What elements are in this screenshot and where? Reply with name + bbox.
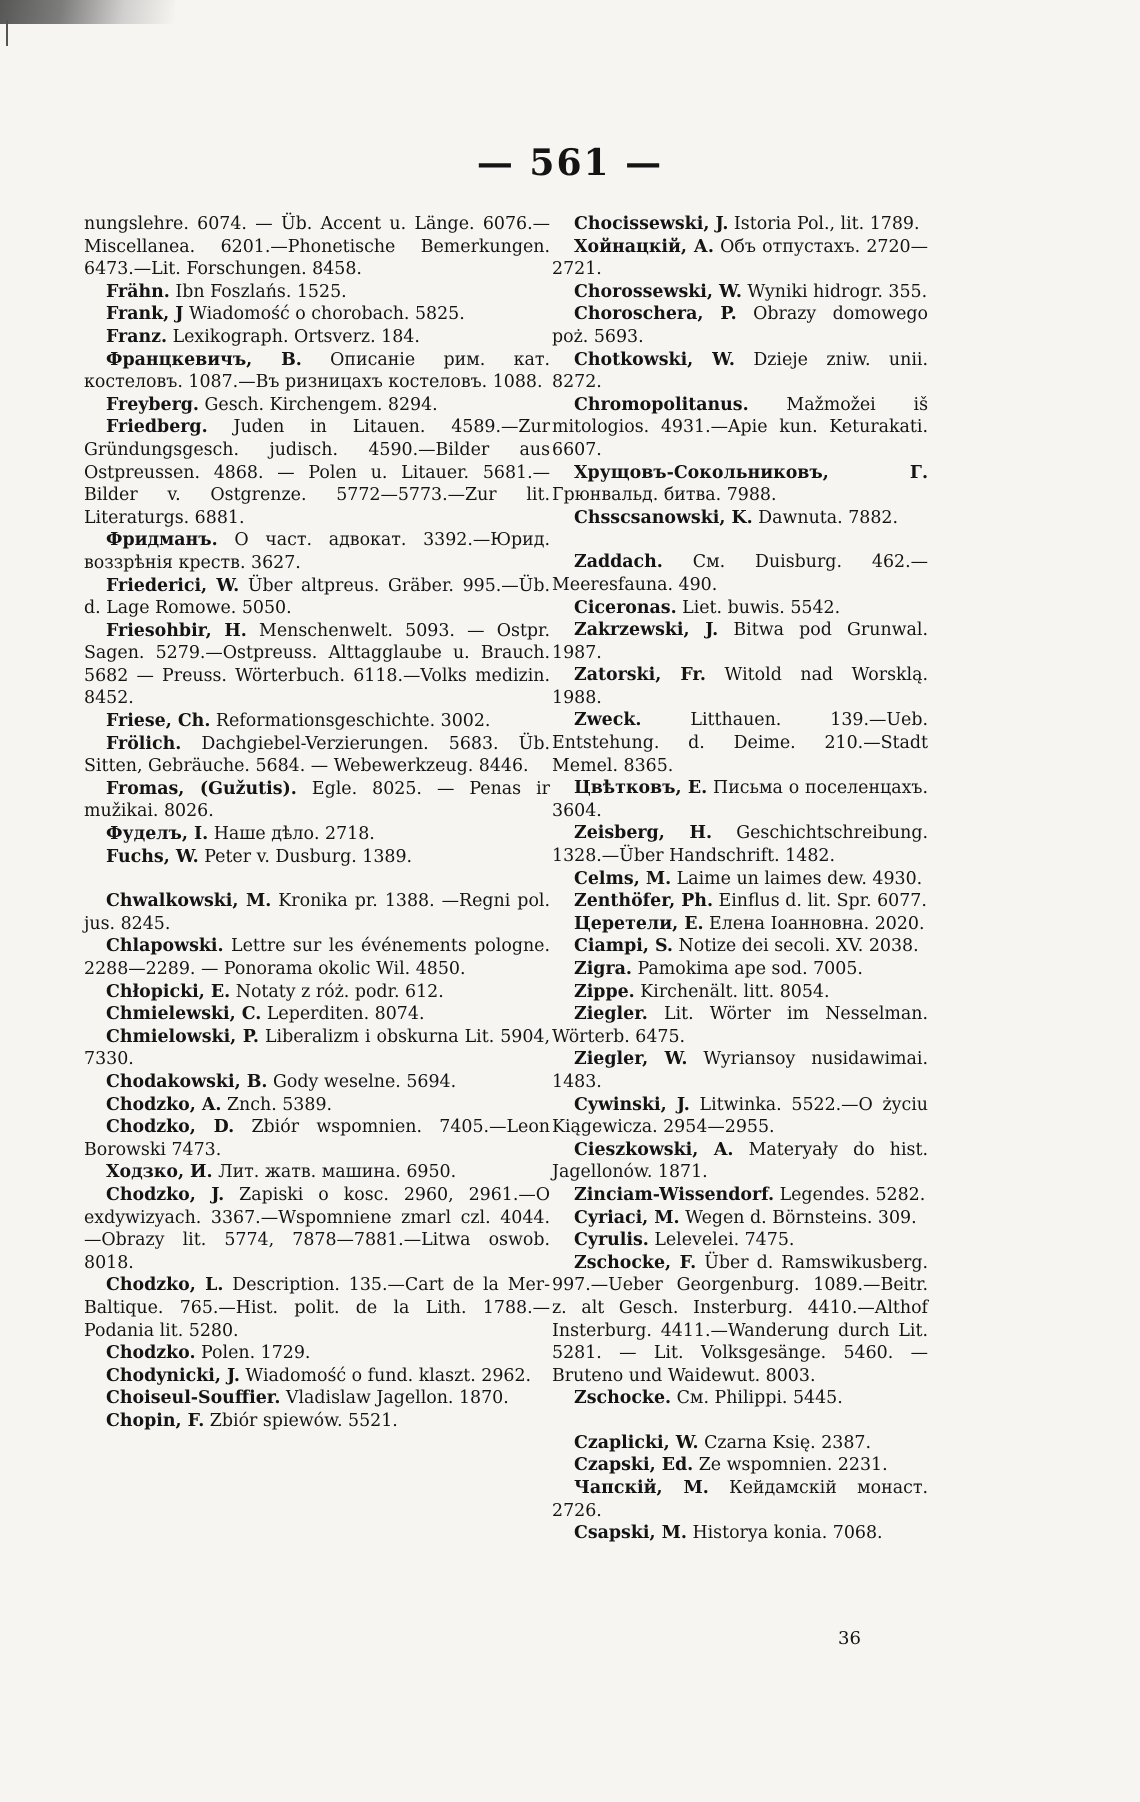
entry-text: Historya konia. 7068. bbox=[686, 1523, 883, 1544]
index-entry bbox=[552, 1048, 928, 1093]
author-name: Chromopolitanus. bbox=[574, 394, 749, 415]
entry-text: Über altpreus. Gräber. 995.—Üb. d. Lage Romowe. 5050. bbox=[84, 575, 550, 619]
entry-text: Bitwa pod Grunwal. 1987. bbox=[552, 620, 928, 663]
author-name: Францкевичъ, В. bbox=[106, 349, 302, 370]
author-name: Celms, M. bbox=[574, 868, 672, 889]
index-entry bbox=[552, 303, 928, 348]
author-name: Хойнацкій, А. bbox=[574, 236, 714, 257]
entry-text: Wiadomość o fund. klaszt. 2962. bbox=[239, 1365, 532, 1386]
author-name: Chodzko, A. bbox=[106, 1094, 222, 1115]
author-name: Chodynicki, J. bbox=[106, 1365, 240, 1386]
entry-text: Dawnuta. 7882. bbox=[752, 507, 898, 528]
index-entry bbox=[552, 597, 928, 620]
entry-text: Znch. 5389. bbox=[221, 1094, 333, 1115]
author-name: Ходзко, И. bbox=[106, 1162, 213, 1183]
entry-text: Ibn Foszlańs. 1525. bbox=[169, 281, 347, 302]
entry-text: Грюнвальд. битва. 7988. bbox=[552, 485, 777, 506]
right-column bbox=[552, 213, 928, 1545]
author-name: Chłopicki, E. bbox=[106, 981, 231, 1002]
index-entry bbox=[552, 1207, 928, 1230]
index-entry bbox=[84, 981, 550, 1004]
author-name: Friederici, W. bbox=[106, 575, 240, 596]
index-entry bbox=[84, 1161, 550, 1184]
entry-text: Czarna Księ. 2387. bbox=[698, 1432, 871, 1453]
author-name: Ziegler. bbox=[574, 1004, 648, 1025]
author-name: Chodakowski, B. bbox=[106, 1071, 268, 1092]
author-name: Chsscsanowski, K. bbox=[574, 507, 753, 528]
sheet-signature: 36 bbox=[838, 1628, 861, 1649]
entry-text: Geschichtschreibung. 1328.—Über Handschrift. 1482. bbox=[552, 823, 928, 867]
entry-text: Елена Іоанновна. 2020. bbox=[703, 913, 925, 934]
index-entry bbox=[552, 1003, 928, 1048]
index-entry bbox=[84, 1003, 550, 1026]
entry-text: Ze wspomnien. 2231. bbox=[693, 1455, 888, 1476]
index-entry bbox=[552, 236, 928, 281]
author-name: Friedberg. bbox=[106, 417, 208, 438]
index-entry bbox=[552, 213, 928, 236]
author-name: Fuchs, W. bbox=[106, 846, 199, 867]
entry-text: Wegen d. Börnsteins. 309. bbox=[679, 1207, 917, 1228]
group-gap bbox=[84, 868, 550, 890]
entry-text: Description. 135.—Cart de la Mer-Baltique. 765.—Hist. polit. de la Lith. 1788.—Podania lit. 5280. bbox=[84, 1275, 550, 1341]
author-name: Chodzko, L. bbox=[106, 1275, 224, 1296]
index-entry bbox=[552, 777, 928, 822]
index-entry bbox=[552, 1094, 928, 1139]
index-entry bbox=[84, 1410, 550, 1433]
entry-text: Lit. Wörter im Nesselman. Wörterb. 6475. bbox=[552, 1004, 928, 1047]
index-entry bbox=[84, 778, 550, 823]
scan-artifact-tick bbox=[6, 20, 8, 46]
index-entry bbox=[552, 1229, 928, 1252]
author-name: Хрущовъ-Сокольниковъ, Г. bbox=[574, 462, 928, 483]
author-name: Chmielewski, C. bbox=[106, 1004, 262, 1025]
author-name: Freyberg. bbox=[106, 394, 199, 415]
author-name: Frank, J bbox=[106, 304, 184, 325]
entry-text: Über d. Ramswikusberg. 997.—Ueber Georgenburg. 1089.—Beitr. z. alt Gesch. Insterburg. 4410.—Althof Insterburg. 4411.—Wanderung durch Lit. 5281. — Lit. Volksgesänge. 5460. — Bruteno und Waidewut. 8003. bbox=[552, 1252, 928, 1386]
entry-text: Письма о поселенцахъ. 3604. bbox=[552, 778, 928, 821]
entry-text: Egle. 8025. — Penas ir mužikai. 8026. bbox=[84, 778, 551, 822]
index-entry bbox=[552, 281, 928, 304]
index-entry bbox=[552, 1139, 928, 1184]
index-entry bbox=[84, 349, 550, 394]
index-entry bbox=[552, 1522, 928, 1545]
entry-text: Zbiór spiewów. 5521. bbox=[204, 1410, 398, 1431]
index-entry bbox=[84, 416, 550, 529]
entry-text: Zbiór wspomnien. 7405.—Leon Borowski 7473. bbox=[84, 1117, 550, 1160]
entry-text: Kirchenält. litt. 8054. bbox=[634, 981, 830, 1002]
index-entry bbox=[84, 1184, 550, 1274]
index-entry bbox=[552, 349, 928, 394]
index-entry bbox=[552, 1432, 928, 1455]
author-name: Chlapowski. bbox=[106, 936, 224, 957]
author-name: Chwalkowski, M. bbox=[106, 891, 272, 912]
author-name: Friesohbir, H. bbox=[106, 620, 247, 641]
author-name: Zaddach. bbox=[574, 552, 663, 573]
author-name: Chmielowski, P. bbox=[106, 1026, 259, 1047]
author-name: Церетели, Е. bbox=[574, 913, 704, 934]
index-entry bbox=[84, 394, 550, 417]
index-entry bbox=[552, 822, 928, 867]
index-entry bbox=[84, 303, 550, 326]
entry-text: Кейдамскій монаст. 2726. bbox=[552, 1478, 928, 1521]
entry-text: Наше дѣло. 2718. bbox=[208, 824, 375, 845]
author-name: Zeisberg, H. bbox=[574, 823, 712, 844]
index-entry bbox=[552, 551, 928, 596]
index-entry bbox=[552, 709, 928, 777]
index-entry bbox=[552, 462, 928, 507]
entry-text: Dachgiebel-Verzierungen. 5683. Üb. Sitten, Gebräuche. 5684. — Webewerkzeug. 8446. bbox=[84, 733, 550, 777]
author-name: Ciampi, S. bbox=[574, 936, 673, 957]
author-name: Chodzko, J. bbox=[106, 1184, 225, 1205]
author-name: Фуделъ, I. bbox=[106, 824, 209, 845]
index-entry bbox=[552, 981, 928, 1004]
author-name: Csapski, M. bbox=[574, 1523, 687, 1544]
entry-text: Wyriansoy nusidawimai. 1483. bbox=[552, 1049, 929, 1092]
index-entry bbox=[84, 326, 550, 349]
entry-text: Gody weselne. 5694. bbox=[267, 1071, 457, 1092]
author-name: Zenthöfer, Ph. bbox=[574, 891, 714, 912]
entry-text: Materyały do hist. Jagellonów. 1871. bbox=[552, 1139, 928, 1183]
index-entry bbox=[84, 710, 550, 733]
index-entry bbox=[552, 958, 928, 981]
index-entry bbox=[84, 1071, 550, 1094]
index-entry bbox=[84, 846, 550, 869]
author-name: Chocissewski, J. bbox=[574, 214, 729, 234]
index-entry bbox=[84, 1274, 550, 1342]
entry-text: Leperditen. 8074. bbox=[261, 1004, 425, 1025]
index-entry bbox=[552, 1477, 928, 1522]
entry-text: Lexikograph. Ortsverz. 184. bbox=[167, 326, 420, 347]
author-name: Cyriaci, M. bbox=[574, 1207, 680, 1228]
entry-text: Peter v. Dusburg. 1389. bbox=[198, 846, 413, 867]
author-name: Franz. bbox=[106, 326, 168, 347]
author-name: Чапскій, М. bbox=[574, 1478, 709, 1499]
author-name: Chodzko, D. bbox=[106, 1117, 235, 1138]
entry-text: О част. адвокат. 3392.—Юрид. воззрѣнія креств. 3627. bbox=[84, 530, 550, 573]
author-name: Chopin, F. bbox=[106, 1410, 205, 1431]
author-name: Zippe. bbox=[574, 981, 635, 1002]
index-entry bbox=[552, 1252, 928, 1388]
entry-text: Polen. 1729. bbox=[195, 1343, 311, 1364]
author-name: Cywinski, J. bbox=[574, 1094, 690, 1115]
index-entry bbox=[84, 213, 550, 281]
entry-text: Legendes. 5282. bbox=[774, 1184, 926, 1205]
entry-text: Liet. buwis. 5542. bbox=[676, 597, 841, 618]
index-entry bbox=[84, 620, 550, 710]
author-name: Cieszkowski, A. bbox=[574, 1139, 734, 1160]
author-name: Цвѣтковъ, Е. bbox=[574, 778, 708, 799]
entry-text: Istoria Pol., lit. 1789. bbox=[728, 214, 920, 234]
index-entry bbox=[552, 1454, 928, 1477]
index-entry bbox=[84, 1026, 550, 1071]
entry-text: Lelevelei. 7475. bbox=[648, 1230, 795, 1251]
entry-text: Einflus d. lit. Spr. 6077. bbox=[713, 891, 927, 912]
index-entry bbox=[84, 890, 550, 935]
entry-text: См. Philippi. 5445. bbox=[671, 1388, 843, 1409]
author-name: Choroschera, P. bbox=[574, 304, 737, 325]
entry-text: Wiadomość o chorobach. 5825. bbox=[183, 304, 465, 325]
entry-text: Pamokima ape sod. 7005. bbox=[631, 959, 863, 979]
author-name: Zweck. bbox=[574, 710, 642, 731]
entry-text: Obrazy domowego poż. 5693. bbox=[552, 304, 928, 347]
author-name: Zigra. bbox=[574, 959, 632, 979]
entry-text: Gesch. Kirchengem. 8294. bbox=[198, 394, 438, 415]
entry-text: Описаніе рим. кат. костеловъ. 1087.—Въ ризницахъ костеловъ. 1088. bbox=[84, 349, 550, 393]
entry-text: Mažmožei iš mitologios. 4931.—Apie kun. Keturakati. 6607. bbox=[552, 394, 928, 460]
author-name: Frölich. bbox=[106, 733, 182, 754]
index-entry bbox=[84, 529, 550, 574]
author-name: Fromas, (Gužutis). bbox=[106, 778, 297, 799]
author-name: Czapski, Ed. bbox=[574, 1455, 694, 1476]
author-name: Frähn. bbox=[106, 281, 170, 302]
index-entry bbox=[84, 281, 550, 304]
index-entry bbox=[552, 664, 928, 709]
author-name: Zakrzewski, J. bbox=[574, 620, 719, 641]
page-number: — 561 — bbox=[476, 142, 664, 184]
author-name: Zschocke, F. bbox=[574, 1252, 697, 1273]
index-entry bbox=[84, 935, 550, 980]
left-column bbox=[84, 213, 550, 1432]
author-name: Фридманъ. bbox=[106, 530, 218, 551]
index-entry bbox=[552, 394, 928, 462]
index-entry bbox=[84, 1387, 550, 1410]
index-entry bbox=[552, 619, 928, 664]
index-entry bbox=[84, 1116, 550, 1161]
entry-text: Объ отпустахъ. 2720—2721. bbox=[552, 236, 928, 280]
entry-text: nungslehre. 6074. — Üb. Accent u. Länge. 6076.—Miscellanea. 6201.—Phonetische Bemerkungen. 6473.—Lit. Forschungen. 8458. bbox=[84, 214, 550, 280]
index-entry bbox=[552, 913, 928, 936]
entry-text: Lettre sur les événements pologne. 2288—2289. — Ponorama okolic Wil. 4850. bbox=[84, 936, 550, 979]
index-entry bbox=[84, 823, 550, 846]
scan-artifact bbox=[0, 0, 175, 24]
author-name: Zschocke. bbox=[574, 1388, 672, 1409]
group-gap bbox=[552, 1410, 928, 1432]
index-entry bbox=[84, 1365, 550, 1388]
author-name: Ziegler, W. bbox=[574, 1049, 688, 1070]
group-gap bbox=[552, 529, 928, 551]
entry-text: Notize dei secoli. XV. 2038. bbox=[673, 936, 919, 957]
author-name: Zatorski, Fr. bbox=[574, 665, 706, 686]
index-entry bbox=[552, 1387, 928, 1410]
author-name: Chorossewski, W. bbox=[574, 281, 742, 302]
author-name: Ciceronas. bbox=[574, 597, 677, 618]
entry-text: Wyniki hidrogr. 355. bbox=[741, 281, 928, 302]
author-name: Zinciam-Wissendorf. bbox=[574, 1184, 775, 1205]
entry-text: Reformationsgeschichte. 3002. bbox=[210, 711, 491, 732]
entry-text: Litthauen. 139.—Ueb. Entstehung. d. Deime. 210.—Stadt Memel. 8365. bbox=[552, 710, 928, 776]
index-entry bbox=[84, 1342, 550, 1365]
index-entry bbox=[84, 1094, 550, 1117]
entry-text: Laime un laimes dew. 4930. bbox=[671, 868, 923, 889]
entry-text: Notaty z róż. podr. 612. bbox=[230, 981, 444, 1002]
author-name: Friese, Ch. bbox=[106, 711, 211, 732]
author-name: Choiseul-Souffier. bbox=[106, 1388, 281, 1409]
index-entry bbox=[552, 1184, 928, 1207]
index-entry bbox=[552, 935, 928, 958]
entry-text: Juden in Litauen. 4589.—Zur Gründungsgesch. judisch. 4590.—Bilder aus Ostpreussen. 4868. — Polen u. Litauer. 5681.—Bilder v. Ostgrenze. 5772—5773.—Zur lit. Literaturgs. 6881. bbox=[84, 417, 550, 528]
index-entry bbox=[552, 868, 928, 891]
entry-text: Litwinka. 5522.—O życiu Kiągewicza. 2954—2955. bbox=[552, 1094, 928, 1138]
entry-text: Dzieje zniw. unii. 8272. bbox=[552, 349, 928, 393]
author-name: Cyrulis. bbox=[574, 1230, 649, 1251]
index-entry bbox=[84, 575, 550, 620]
entry-text: Liberalizm i obskurna Lit. 5904, 7330. bbox=[84, 1026, 550, 1070]
entry-text: Kronika pr. 1388. —Regni pol. jus. 8245. bbox=[84, 891, 551, 934]
author-name: Chodzko. bbox=[106, 1343, 196, 1364]
entry-text: Vladislaw Jagellon. 1870. bbox=[280, 1388, 509, 1409]
author-name: Czaplicki, W. bbox=[574, 1432, 699, 1453]
entry-text: Лит. жатв. машина. 6950. bbox=[212, 1162, 457, 1183]
index-entry bbox=[552, 890, 928, 913]
entry-text: См. Duisburg. 462.—Meeresfauna. 490. bbox=[552, 552, 928, 595]
entry-text: Zapiski o kosc. 2960, 2961.—O exdywizyach. 3367.—Wspomniene zmarl czl. 4044.—Obrazy lit. 5774, 7878—7881.—Litwa oswob. 8018. bbox=[84, 1184, 551, 1273]
author-name: Chotkowski, W. bbox=[574, 349, 735, 370]
index-entry bbox=[84, 733, 550, 778]
entry-text: Witold nad Worsklą. 1988. bbox=[552, 665, 929, 708]
entry-text: Menschenwelt. 5093. — Ostpr. Sagen. 5279.—Ostpreuss. Alttagglaube u. Brauch. 5682 — Preuss. Wörterbuch. 6118.—Volks medizin. 8452. bbox=[84, 620, 550, 709]
index-entry bbox=[552, 507, 928, 530]
